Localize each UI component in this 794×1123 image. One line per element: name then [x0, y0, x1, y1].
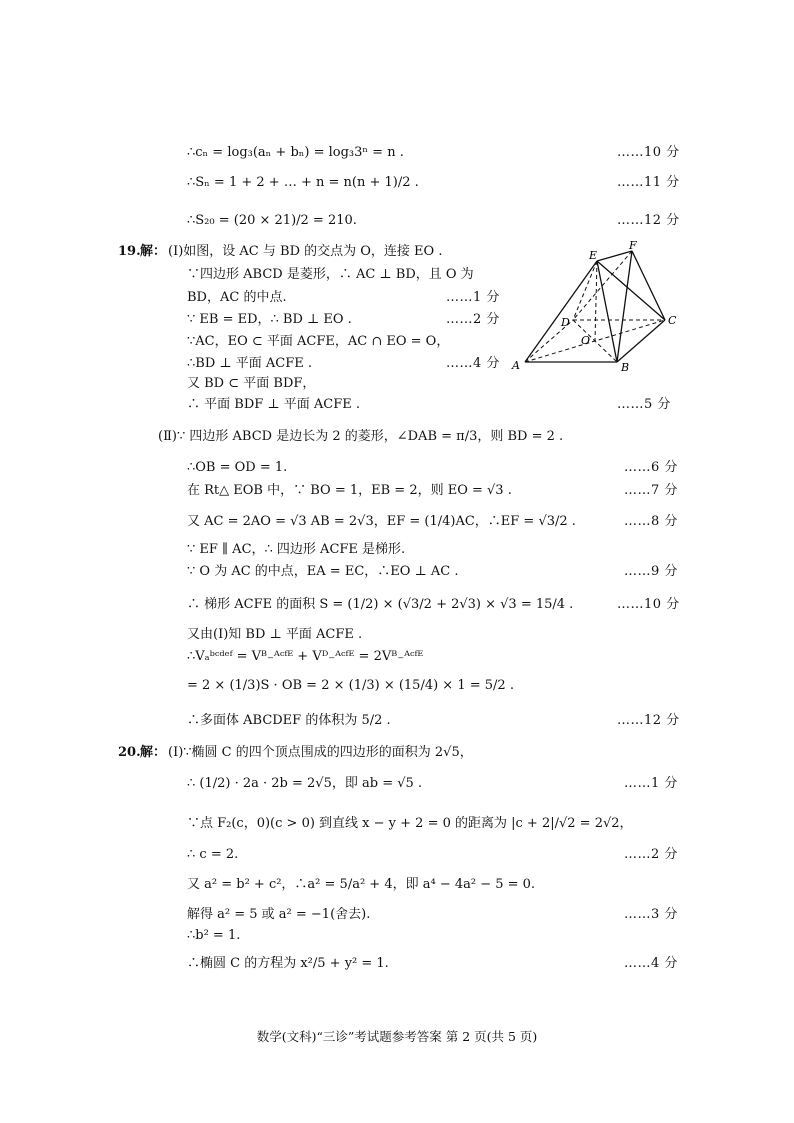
q18-score-2: ……11 分 [617, 175, 680, 190]
q20-line-1: (Ⅰ)∵椭圆 C 的四个顶点围成的四边形的面积为 2√5， [168, 745, 473, 760]
q20-score-2: ……1 分 [624, 776, 678, 791]
q19-p1-line-4: ∵ EB = ED，∴ BD ⊥ EO . [187, 312, 352, 327]
label-F: F [629, 239, 637, 252]
q20-line-3: ∵点 F₂(c，0)(c > 0) 到直线 x − y + 2 = 0 的距离为 |c + 2|/√2 = 2√2， [187, 816, 633, 831]
q19-p2-line-2: ∴OB = OD = 1. [187, 460, 288, 475]
q19-number: 19. [118, 244, 141, 259]
q19-p1-line-2: ∵四边形 ABCD 是菱形，∴ AC ⊥ BD，且 O 为 [187, 267, 474, 282]
q19-p1-line-6: ∴BD ⊥ 平面 ACFE . [187, 356, 312, 371]
q19-p1-score-4: ……2 分 [446, 312, 500, 327]
label-O: O [581, 334, 591, 347]
q19-p1-score-8: ……5 分 [617, 397, 671, 412]
q20-score-4: ……2 分 [624, 847, 678, 862]
label-A: A [512, 359, 520, 372]
q19-p2-line-11: ∴多面体 ABCDEF 的体积为 5/2 . [187, 713, 391, 728]
label-B: B [621, 361, 630, 374]
edge-FB [617, 251, 632, 362]
q19-p2-score-6: ……9 分 [624, 564, 678, 579]
q19-p2-score-11: ……12 分 [617, 713, 680, 728]
edge-BC [617, 320, 665, 362]
q19-p2-score-3: ……7 分 [624, 483, 678, 498]
q19-p2-line-7: ∴ 梯形 ACFE 的面积 S = (1/2) × (√3/2 + 2√3) × √3 = 15/4 . [187, 597, 574, 612]
q20-number: 20. [118, 745, 141, 760]
q20-line-2: ∴ (1/2) · 2a · 2b = 2√5，即 ab = √5 . [187, 776, 423, 791]
q20-line-8: ∴椭圆 C 的方程为 x²/5 + y² = 1. [187, 956, 389, 971]
label-C: C [668, 314, 677, 327]
edge-FD [573, 251, 632, 320]
q18-line-1: ∴cₙ = log₃(aₙ + bₙ) = log₃3ⁿ = n . [187, 145, 404, 160]
polyhedron-figure [505, 238, 685, 374]
q19-p2-score-2: ……6 分 [624, 460, 678, 475]
edge-CF [632, 251, 665, 320]
label-D: D [561, 316, 570, 329]
edge-EO [595, 261, 597, 341]
q19-p2-score-4: ……8 分 [624, 514, 678, 529]
q19-p1-line-3: BD，AC 的中点. [187, 290, 287, 305]
edge-EF [597, 251, 632, 261]
q18-score-1: ……10 分 [617, 145, 680, 160]
q19-solve: 解： [140, 244, 167, 259]
q20-score-8: ……4 分 [624, 956, 678, 971]
page-footer: 数学(文科)“三诊”考试题参考答案 第 2 页(共 5 页) [256, 1029, 538, 1044]
q18-line-3: ∴S₂₀ = (20 × 21)/2 = 210. [187, 213, 357, 228]
q20-score-6: ……3 分 [624, 907, 678, 922]
q19-p2-score-7: ……10 分 [617, 597, 680, 612]
q18-line-2: ∴Sₙ = 1 + 2 + … + n = n(n + 1)/2 . [187, 175, 419, 190]
q19-p2-line-6: ∵ O 为 AC 的中点，EA = EC，∴EO ⊥ AC . [187, 564, 459, 579]
q19-p1-line-7: 又 BD ⊂ 平面 BDF， [187, 376, 316, 391]
q19-p2-line-4: 又 AC = 2AO = √3 AB = 2√3，EF = (1/4)AC，∴EF = √3/2 . [187, 514, 576, 529]
q20-line-7: ∴b² = 1. [187, 928, 241, 943]
q19-p1-score-3: ……1 分 [446, 290, 500, 305]
q20-line-4: ∴ c = 2. [187, 847, 239, 862]
q20-line-5: 又 a² = b² + c²，∴a² = 5/a² + 4，即 a⁴ − 4a² − 5 = 0. [187, 877, 536, 892]
q19-p2-line-1: (Ⅱ)∵ 四边形 ABCD 是边长为 2 的菱形，∠DAB = π/3，则 BD = 2 . [158, 429, 564, 444]
q19-p1-score-6: ……4 分 [446, 356, 500, 371]
q20-line-6: 解得 a² = 5 或 a² = −1(舍去). [187, 907, 371, 922]
q19-p2-line-3: 在 Rt△ EOB 中，∵ BO = 1，EB = 2，则 EO = √3 . [187, 483, 512, 498]
q18-score-3: ……12 分 [617, 213, 680, 228]
q19-p2-line-9: ∴Vₐᵇᶜᵈᵉᶠ = Vᴮ₋ᴬᶜᶠᴱ + Vᴰ₋ᴬᶜᶠᴱ = 2Vᴮ₋ᴬᶜᶠᴱ [187, 649, 424, 664]
q19-p1-line-8: ∴ 平面 BDF ⊥ 平面 ACFE . [187, 397, 360, 412]
q19-p1-line-1: (Ⅰ)如图，设 AC 与 BD 的交点为 O，连接 EO . [168, 244, 443, 259]
q20-solve: 解： [140, 745, 167, 760]
q19-p2-line-8: 又由(Ⅰ)知 BD ⊥ 平面 ACFE . [187, 627, 363, 642]
q19-p2-line-5: ∵ EF ∥ AC，∴ 四边形 ACFE 是梯形. [187, 542, 406, 557]
label-E: E [589, 249, 598, 262]
q19-p1-line-5: ∵AC，EO ⊂ 平面 ACFE，AC ∩ EO = O， [187, 334, 450, 349]
q19-p2-line-10: = 2 × (1/3)S · OB = 2 × (1/3) × (15/4) × 1 = 5/2 . [187, 678, 514, 693]
